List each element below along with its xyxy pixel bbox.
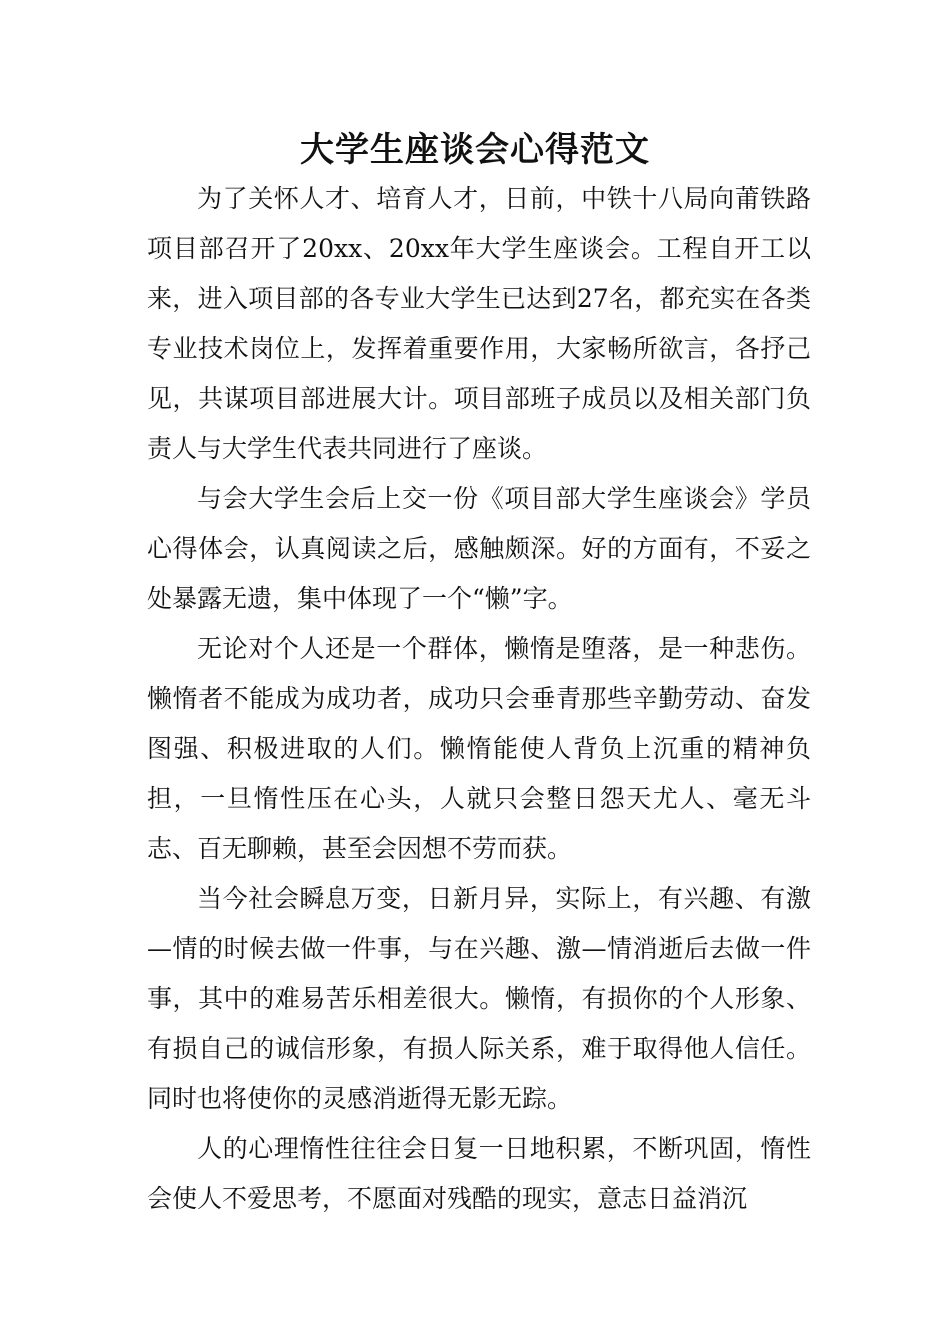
document-body — [147, 174, 811, 1224]
paragraph-5: 人的心理惰性往往会日复一日地积累，不断巩固，惰性会使人不爱思考，不愿面对残酷的现实，意志日益消沉 — [147, 1134, 811, 1213]
paragraph-1: 为了关怀人才、培育人才，日前，中铁十八局向莆铁路项目部召开了20xx、20xx年大学生座谈会。工程自开工以来，进入项目部的各专业大学生已达到27名，都充实在各类专业技术岗位上，发挥着重要作用，大家畅所欲言，各抒己见，共谋项目部进展大计。项目部班子成员以及相关部门负责人与大学生代表共同进行了座谈。 — [147, 184, 811, 463]
paragraph-2: 与会大学生会后上交一份《项目部大学生座谈会》学员心得体会，认真阅读之后，感触颇深。好的方面有，不妥之处暴露无遗，集中体现了一个“懒”字。 — [147, 484, 811, 613]
document-title: 大学生座谈会心得范文 — [300, 130, 650, 170]
paragraph-4: 当今社会瞬息万变，日新月异，实际上，有兴趣、有激—情的时候去做一件事，与在兴趣、激—情消逝后去做一件事，其中的难易苦乐相差很大。懒惰，有损你的个人形象、有损自己的诚信形象，有损人际关系，难于取得他人信任。同时也将使你的灵感消逝得无影无踪。 — [147, 884, 811, 1113]
paragraph-3: 无论对个人还是一个群体，懒惰是堕落，是一种悲伤。懒惰者不能成为成功者，成功只会垂青那些辛勤劳动、奋发图强、积极进取的人们。懒惰能使人背负上沉重的精神负担，一旦惰性压在心头，人就只会整日怨天尤人、毫无斗志、百无聊赖，甚至会因想不劳而获。 — [147, 634, 811, 863]
